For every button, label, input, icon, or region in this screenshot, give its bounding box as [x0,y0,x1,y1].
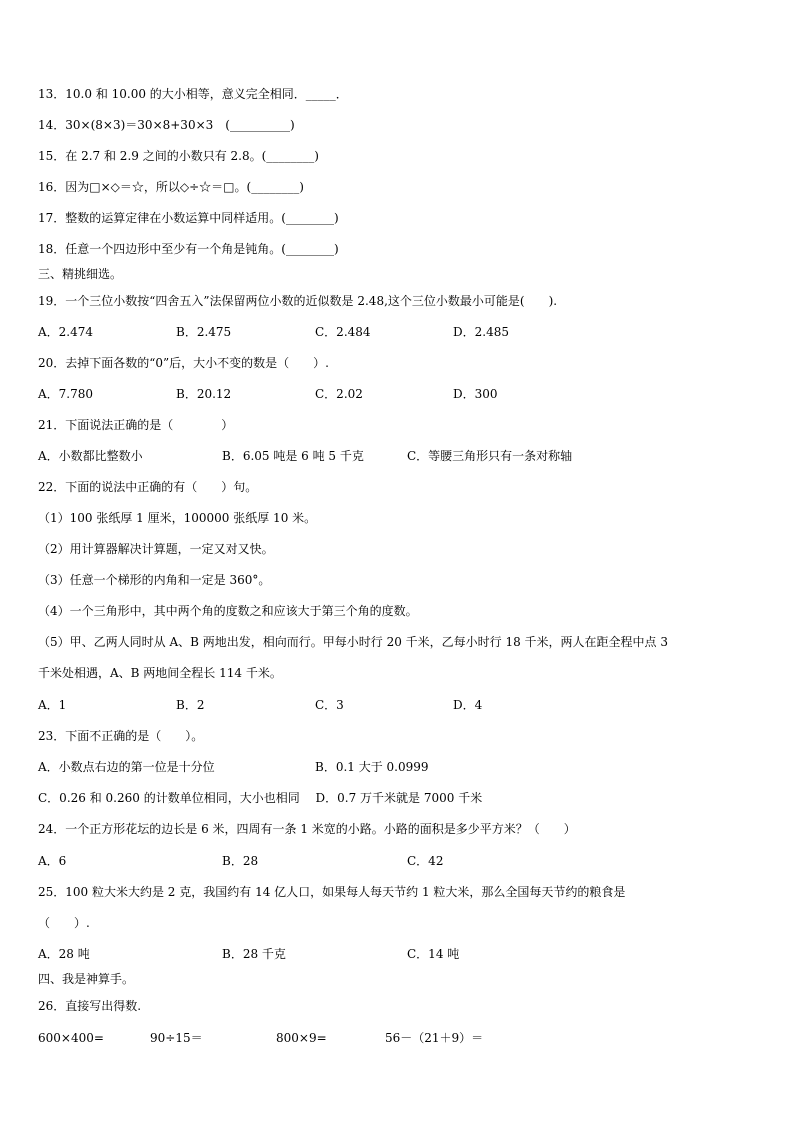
q20-option-b: B．20.12 [176,387,232,401]
question-text: 10.0 和 10.00 的大小相等，意义完全相同．_____． [65,87,348,101]
q24-option-c: C．42 [407,854,444,868]
q23-options-c-d: C．0.26 和 0.260 的计数单位相同，大小也相同 D．0.7 万千米就是 7000 千米 [38,791,483,805]
q19-option-a: A．2.474 [38,325,94,339]
calc-item-1: 600×400= [38,1031,104,1045]
question-19: 19．一个三位小数按“四舍五入”法保留两位小数的近似数是 2.48,这个三位小数最小可能是( ). [38,294,558,308]
question-25: 25．100 粒大米大约是 2 克，我国约有 14 亿人口，如果每人每天节约 1 粒大米，那么全国每天节约的粮食是 [38,885,626,899]
calc-item-4: 56－（21＋9）＝ [385,1031,484,1045]
question-25-blank: （ ）. [38,916,90,930]
question-number: 18． [38,242,66,256]
q20-option-a: A．7.780 [38,387,94,401]
question-text: 在 2.7 和 2.9 之间的小数只有 2.8。(________) [65,149,319,163]
question-15 [38,148,319,164]
q23-option-b: B．0.1 大于 0.0999 [315,760,429,774]
question-18 [38,241,339,257]
question-number: 13． [38,87,66,101]
q21-option-a: A．小数都比整数小 [38,449,143,463]
q22-statement-4: （4）一个三角形中，其中两个角的度数之和应该大于第三个角的度数。 [38,604,418,618]
q24-option-b: B．28 [222,854,259,868]
q24-option-a: A．6 [38,854,67,868]
q25-option-a: A．28 吨 [38,947,90,961]
question-21: 21．下面说法正确的是（ ） [38,418,234,432]
question-13 [38,86,348,102]
section-heading-3: 三、精挑细选。 [38,267,123,281]
q22-statement-3: （3）任意一个梯形的内角和一定是 360°。 [38,573,271,587]
q21-option-c: C．等腰三角形只有一条对称轴 [407,449,573,463]
q19-option-c: C．2.484 [315,325,371,339]
q22-statement-5-cont: 千米处相遇，A、B 两地间全程长 114 千米。 [38,666,282,680]
question-text: 整数的运算定律在小数运算中同样适用。(________) [65,211,339,225]
question-23: 23．下面不正确的是（ ）。 [38,729,204,743]
q23-option-a: A．小数点右边的第一位是十分位 [38,760,215,774]
question-number: 16． [38,180,66,194]
q22-option-b: B．2 [176,698,205,712]
question-14 [38,117,295,133]
q19-option-b: B．2.475 [176,325,232,339]
question-26: 26．直接写出得数. [38,999,142,1013]
q22-option-d: D．4 [453,698,483,712]
q20-option-c: C．2.02 [315,387,363,401]
q22-option-c: C．3 [315,698,344,712]
question-20: 20．去掉下面各数的“0”后，大小不变的数是（ ）. [38,356,329,370]
section-heading-4: 四、我是神算手。 [38,972,135,986]
question-text: 因为□×◇＝☆，所以◇÷☆＝□。(________) [65,180,304,194]
question-17 [38,210,339,226]
q20-option-d: D．300 [453,387,498,401]
q22-option-a: A．1 [38,698,67,712]
question-number: 17． [38,211,66,225]
calc-item-3: 800×9= [276,1031,327,1045]
q21-option-b: B．6.05 吨是 6 吨 5 千克 [222,449,364,463]
q19-option-d: D．2.485 [453,325,509,339]
question-22: 22．下面的说法中正确的有（ ）句。 [38,480,258,494]
question-text: 任意一个四边形中至少有一个角是钝角。(________) [65,242,339,256]
q22-statement-1: （1）100 张纸厚 1 厘米，100000 张纸厚 10 米。 [38,511,317,525]
question-16 [38,179,304,195]
q25-option-b: B．28 千克 [222,947,286,961]
q22-statement-2: （2）用计算器解决计算题，一定又对又快。 [38,542,274,556]
question-24: 24．一个正方形花坛的边长是 6 米，四周有一条 1 米宽的小路。小路的面积是多少平方米？（ ） [38,822,576,836]
question-number: 14． [38,118,66,132]
question-text: 30×(8×3)＝30×8+30×3 (__________) [65,118,295,132]
q22-statement-5: （5）甲、乙两人同时从 A、B 两地出发，相向而行。甲每小时行 20 千米，乙每小时行 18 千米，两人在距全程中点 3 [38,635,668,649]
question-number: 15． [38,149,66,163]
calc-item-2: 90÷15＝ [150,1031,203,1045]
q25-option-c: C．14 吨 [407,947,460,961]
